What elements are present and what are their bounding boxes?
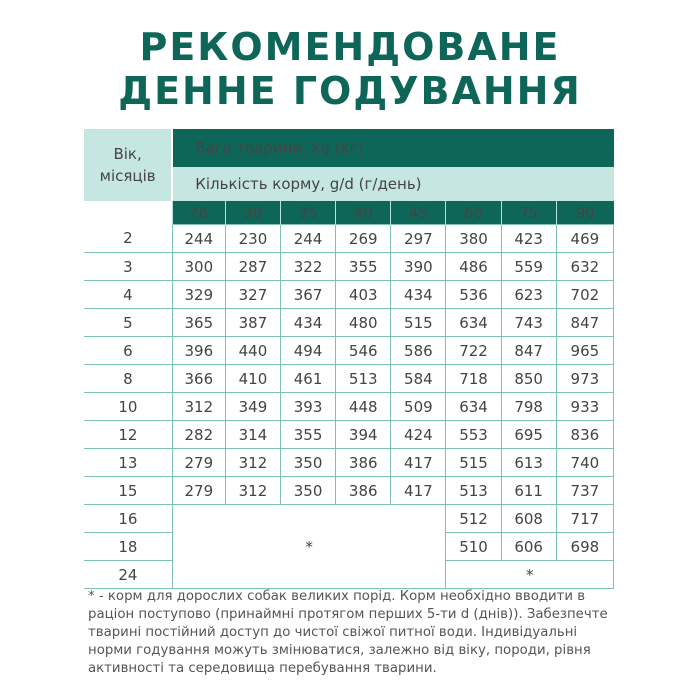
table-row [84,337,614,365]
table-row [84,365,614,393]
weight-column-header: 30 [225,201,280,225]
value-cell: 350 [281,449,336,477]
value-cell: 743 [501,309,556,337]
value-cell: 279 [172,449,225,477]
value-cell: 386 [336,449,391,477]
table-row [84,225,614,253]
age-cell: 3 [84,253,172,281]
table-row [84,421,614,449]
value-cell: 634 [446,393,501,421]
amount-header: Кількість корму, g/d (г/день) [172,167,613,201]
table-row [84,281,614,309]
value-cell: 380 [446,225,501,253]
age-cell: 24 [84,561,172,589]
value-cell: 269 [336,225,391,253]
value-cell: 355 [336,253,391,281]
value-cell: 297 [391,225,446,253]
value-cell: 469 [556,225,613,253]
value-cell: 623 [501,281,556,309]
value-cell: 740 [556,449,613,477]
value-cell: 244 [281,225,336,253]
value-cell: 606 [501,533,556,561]
value-cell: 695 [501,421,556,449]
value-cell: 423 [501,225,556,253]
age-cell: 5 [84,309,172,337]
value-cell: 390 [391,253,446,281]
value-cell: 350 [281,477,336,505]
value-cell: 847 [501,337,556,365]
value-cell: 536 [446,281,501,309]
age-cell: 15 [84,477,172,505]
value-cell: 722 [446,337,501,365]
value-cell: 717 [556,505,613,533]
value-cell: 509 [391,393,446,421]
age-cell: 18 [84,533,172,561]
value-cell: 312 [225,477,280,505]
table-row [84,505,614,533]
value-cell: 513 [446,477,501,505]
value-cell: 634 [446,309,501,337]
value-cell: 410 [225,365,280,393]
value-cell: 553 [446,421,501,449]
value-cell: 584 [391,365,446,393]
title-line-2: ДЕННЕ ГОДУВАННЯ [118,69,582,113]
value-cell: 965 [556,337,613,365]
age-cell: 2 [84,225,172,253]
value-cell: 512 [446,505,501,533]
value-cell: 613 [501,449,556,477]
value-cell: 933 [556,393,613,421]
value-cell: 737 [556,477,613,505]
weight-header: Вага тварини, kg (кг) [172,129,613,167]
feeding-table [84,129,614,589]
value-cell: 847 [556,309,613,337]
age-cell: 12 [84,421,172,449]
age-cell: 6 [84,337,172,365]
table-row [84,309,614,337]
value-cell: 486 [446,253,501,281]
value-cell: 461 [281,365,336,393]
adult-large-breed-marker: * [172,505,446,589]
value-cell: 312 [172,393,225,421]
value-cell: 424 [391,421,446,449]
value-cell: 434 [391,281,446,309]
value-cell: 387 [225,309,280,337]
weight-column-header: 45 [391,201,446,225]
value-cell: 367 [281,281,336,309]
value-cell: 718 [446,365,501,393]
adult-large-breed-marker-small: * [446,561,614,589]
table-row [84,393,614,421]
value-cell: 366 [172,365,225,393]
age-cell: 4 [84,281,172,309]
value-cell: 403 [336,281,391,309]
value-cell: 798 [501,393,556,421]
age-cell: 16 [84,505,172,533]
weight-column-header: 35 [281,201,336,225]
value-cell: 329 [172,281,225,309]
value-cell: 510 [446,533,501,561]
value-cell: 515 [391,309,446,337]
value-cell: 396 [172,337,225,365]
title-line-1: РЕКОМЕНДОВАНЕ [139,25,561,69]
table-row [84,253,614,281]
weight-column-header: 40 [336,201,391,225]
value-cell: 480 [336,309,391,337]
value-cell: 611 [501,477,556,505]
value-cell: 322 [281,253,336,281]
weight-column-header: 26 [172,201,225,225]
value-cell: 440 [225,337,280,365]
value-cell: 386 [336,477,391,505]
value-cell: 698 [556,533,613,561]
value-cell: 287 [225,253,280,281]
age-cell: 8 [84,365,172,393]
value-cell: 300 [172,253,225,281]
value-cell: 417 [391,477,446,505]
value-cell: 494 [281,337,336,365]
age-header: Вік, місяців [84,129,172,201]
value-cell: 836 [556,421,613,449]
value-cell: 282 [172,421,225,449]
value-cell: 515 [446,449,501,477]
value-cell: 448 [336,393,391,421]
value-cell: 279 [172,477,225,505]
value-cell: 314 [225,421,280,449]
value-cell: 230 [225,225,280,253]
value-cell: 546 [336,337,391,365]
value-cell: 394 [336,421,391,449]
value-cell: 434 [281,309,336,337]
table-row [84,477,614,505]
value-cell: 559 [501,253,556,281]
value-cell: 365 [172,309,225,337]
age-cell: 10 [84,393,172,421]
value-cell: 393 [281,393,336,421]
table-row [84,449,614,477]
value-cell: 355 [281,421,336,449]
footnote: * - корм для дорослих собак великих порід. Корм необхідно вводити в раціон поступово (принаймні протягом перших 5-ти d (днів)). Забезпечте тварині постійний доступ до чистої свіжої питної води. Індивідуальні норми годування можуть змінюватися, залежно від віку, породи, рівня активності та середовища перебування тварини. [88,589,608,676]
value-cell: 349 [225,393,280,421]
age-cell: 13 [84,449,172,477]
value-cell: 702 [556,281,613,309]
value-cell: 513 [336,365,391,393]
weight-column-header: 75 [501,201,556,225]
value-cell: 244 [172,225,225,253]
value-cell: 632 [556,253,613,281]
age-header-spacer [84,201,172,225]
value-cell: 586 [391,337,446,365]
weight-column-header: 90 [556,201,613,225]
weight-column-header: 60 [446,201,501,225]
value-cell: 608 [501,505,556,533]
value-cell: 417 [391,449,446,477]
value-cell: 312 [225,449,280,477]
value-cell: 327 [225,281,280,309]
value-cell: 973 [556,365,613,393]
value-cell: 850 [501,365,556,393]
